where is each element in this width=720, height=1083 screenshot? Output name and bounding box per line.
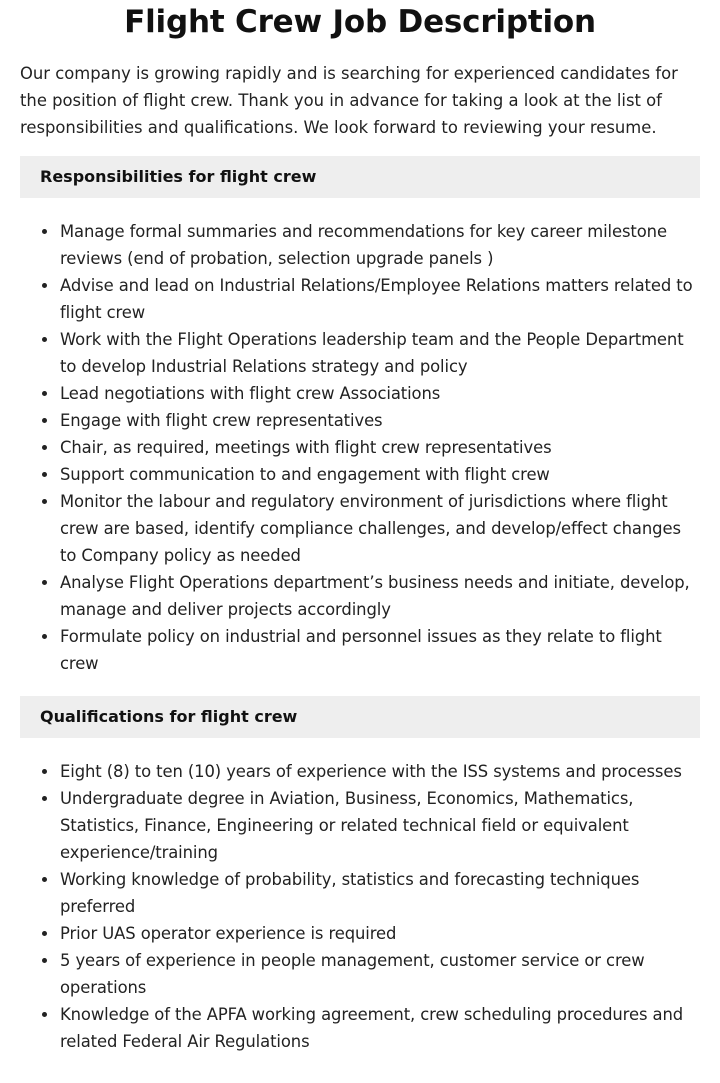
list-item: Advise and lead on Industrial Relations/Employee Relations matters related to flight crew	[60, 272, 700, 326]
qualifications-list	[20, 758, 700, 1055]
list-item: Formulate policy on industrial and personnel issues as they relate to flight crew	[60, 623, 700, 677]
list-item: Knowledge of the APFA working agreement, crew scheduling procedures and related Federal Air Regulations	[60, 1001, 700, 1055]
responsibilities-heading: Responsibilities for flight crew	[20, 156, 700, 198]
intro-paragraph: Our company is growing rapidly and is searching for experienced candidates for the position of flight crew. Thank you in advance for taking a look at the list of responsibilities and qualifications. We look forward to reviewing your resume.	[20, 64, 678, 137]
list-item: 5 years of experience in people management, customer service or crew operations	[60, 947, 700, 1001]
page-title: Flight Crew Job Description	[124, 4, 596, 40]
qualifications-heading: Qualifications for flight crew	[20, 696, 700, 738]
responsibilities-list	[20, 218, 700, 677]
list-item: Support communication to and engagement with flight crew	[60, 461, 700, 488]
list-item: Lead negotiations with flight crew Associations	[60, 380, 700, 407]
list-item: Prior UAS operator experience is required	[60, 920, 700, 947]
list-item: Chair, as required, meetings with flight crew representatives	[60, 434, 700, 461]
list-item: Eight (8) to ten (10) years of experience with the ISS systems and processes	[60, 758, 700, 785]
list-item: Working knowledge of probability, statistics and forecasting techniques preferred	[60, 866, 700, 920]
list-item: Monitor the labour and regulatory environment of jurisdictions where flight crew are based, identify compliance challenges, and develop/effect changes to Company policy as needed	[60, 488, 700, 569]
list-item: Undergraduate degree in Aviation, Business, Economics, Mathematics, Statistics, Finance, Engineering or related technical field or equivalent experience/training	[60, 785, 700, 866]
list-item: Engage with flight crew representatives	[60, 407, 700, 434]
list-item: Manage formal summaries and recommendations for key career milestone reviews (end of probation, selection upgrade panels )	[60, 218, 700, 272]
list-item: Analyse Flight Operations department’s business needs and initiate, develop, manage and deliver projects accordingly	[60, 569, 700, 623]
list-item: Work with the Flight Operations leadership team and the People Department to develop Industrial Relations strategy and policy	[60, 326, 700, 380]
